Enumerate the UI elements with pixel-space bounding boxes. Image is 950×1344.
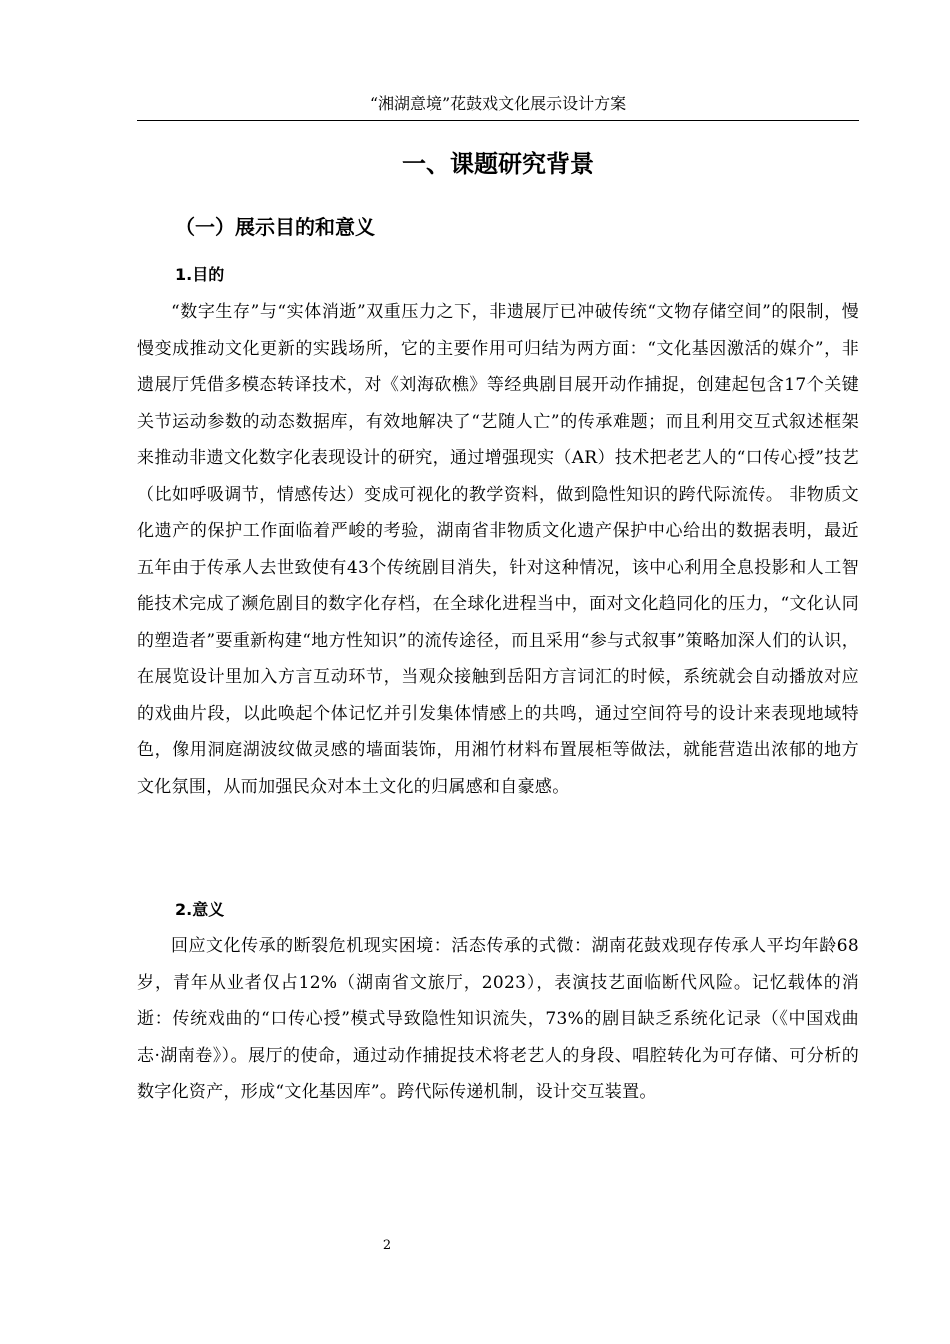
page-header: [137, 88, 859, 121]
significance-paragraph: 回应文化传承的断裂危机现实困境：活态传承的式微：湖南花鼓戏现存传承人平均年龄68岁，青年从业者仅占12%（湖南省文旅厅，2023），表演技艺面临断代风险。记忆载体的消逝：传统戏曲的“口传心授”模式导致隐性知识流失，73%的剧目缺乏系统化记录（《中国戏曲志·湖南卷》）。展厅的使命，通过动作捕捉技术将老艺人的身段、唱腔转化为可存储、可分析的数字化资产，形成“文化基因库”。跨代际传递机制，设计交互装置。: [137, 936, 859, 1102]
purpose-paragraph: “数字生存”与“实体消逝”双重压力之下，非遗展厅已冲破传统“文物存储空间”的限制，慢慢变成推动文化更新的实践场所，它的主要作用可归结为两方面：“文化基因激活的媒介”，非遗展厅凭借多模态转译技术，对《刘海砍樵》等经典剧目展开动作捕捉，创建起包含17个关键关节运动参数的动态数据库，有效地解决了“艺随人亡”的传承难题；而且利用交互式叙述框架来推动非遗文化数字化表现设计的研究，通过增强现实（AR）技术把老艺人的“口传心授”技艺（比如呼吸调节，情感传达）变成可视化的教学资料，做到隐性知识的跨代际流传。 非物质文化遗产的保护工作面临着严峻的考验，湖南省非物质文化遗产保护中心给出的数据表明，最近五年由于传承人去世致使有43个传统剧目消失，针对这种情况，该中心利用全息投影和人工智能技术完成了濒危剧目的数字化存档，在全球化进程当中，面对文化趋同化的压力，“文化认同的塑造者”要重新构建“地方性知识”的流传途径，而且采用“参与式叙事”策略加深人们的认识，在展览设计里加入方言互动环节，当观众接触到岳阳方言词汇的时候，系统就会自动播放对应的戏曲片段，以此唤起个体记忆并引发集体情感上的共鸣，通过空间符号的设计来表现地域特色，像用洞庭湖波纹做灵感的墙面装饰，用湘竹材料布置展柜等做法，就能营造出浓郁的地方文化氛围，从而加强民众对本土文化的归属感和自豪感。: [137, 302, 859, 797]
running-title: “湘湖意境”花鼓戏文化展示设计方案: [369, 94, 627, 113]
chapter-title: 一、课题研究背景: [402, 150, 594, 178]
section-title: （一）展示目的和意义: [175, 215, 375, 239]
purpose-heading: 1.目的: [175, 265, 225, 284]
significance-heading: 2.意义: [175, 900, 225, 919]
page-number: 2: [382, 1238, 392, 1253]
